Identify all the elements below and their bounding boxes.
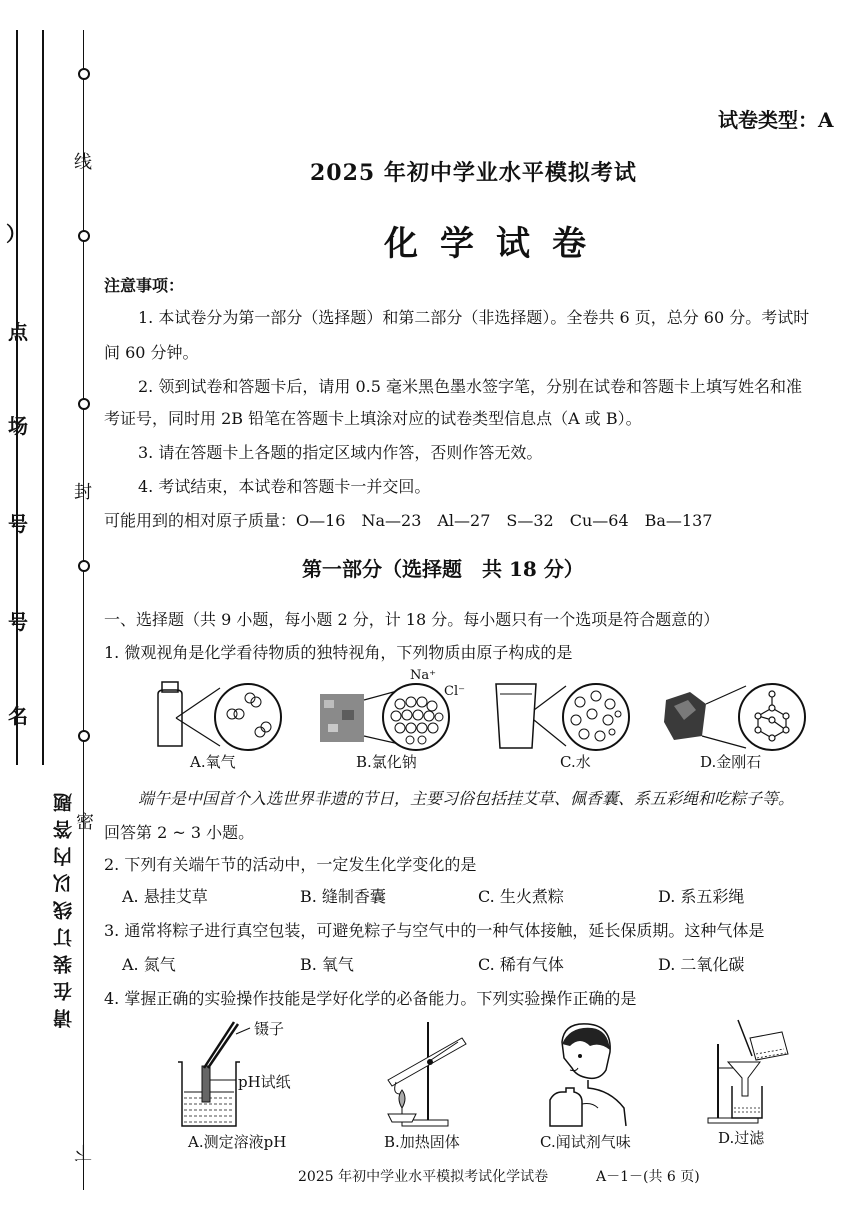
notice-item: 间 60 分钟。 (104, 343, 199, 362)
seal-char-line: 线 (74, 152, 92, 173)
notice-heading: 注意事项： (104, 276, 185, 295)
seal-circle (78, 730, 90, 742)
sodium-chloride-figure (318, 680, 458, 752)
atomic-masses: 可能用到的相对原子质量：O—16 Na—23 Al—27 S—32 Cu—64 Ba—137 (104, 511, 713, 530)
q3-option-d: D. 二氧化碳 (658, 955, 745, 974)
passage-line: 端午是中国首个入选世界非遗的节日，主要习俗包括挂艾草、佩香囊、系五彩绳和吃粽子等。 (138, 789, 795, 808)
notice-item: 4. 考试结束，本试卷和答题卡一并交回。 (138, 477, 431, 496)
ion-na-label: Na⁺ (410, 668, 436, 683)
q4-option-c: C.闻试剂气味 (540, 1133, 631, 1151)
q1-option-c: C.水 (560, 753, 591, 771)
down-label: 下 (74, 1141, 92, 1162)
ion-cl-label: Cl⁻ (444, 684, 465, 699)
notice-item: 1. 本试卷分为第一部分（选择题）和第二部分（非选择题）。全卷共 6 页，总分 60 分。考试时 (138, 308, 810, 327)
q3-stem: 3. 通常将粽子进行真空包装，可避免粽子与空气中的一种气体接触，延长保质期。这种气体是 (104, 921, 765, 940)
q2-stem: 2. 下列有关端午节的活动中，一定发生化学变化的是 (104, 855, 477, 874)
q2-option-a: A. 悬挂艾草 (122, 887, 208, 906)
q4-option-a: A.测定溶液pH (188, 1133, 287, 1151)
notice-item: 3. 请在答题卡上各题的指定区域内作答，否则作答无效。 (138, 443, 543, 462)
seal-circle (78, 560, 90, 572)
seal-circle (78, 68, 90, 80)
seal-circle (78, 398, 90, 410)
oxygen-figure (152, 680, 292, 752)
field-label: 场 (8, 414, 28, 438)
field-label: 名 (8, 704, 28, 728)
paper-type: 试卷类型：A (718, 108, 834, 132)
q2-option-c: C. 生火煮粽 (478, 887, 564, 906)
q4-option-d: D.过滤 (718, 1129, 765, 1147)
heating-solid-figure (372, 1018, 472, 1130)
smelling-figure (540, 1018, 640, 1130)
q1-option-b: B.氯化钠 (356, 753, 417, 771)
q1-stem: 1. 微观视角是化学看待物质的独特视角，下列物质由原子构成的是 (104, 643, 573, 662)
field-label: ） (6, 222, 26, 246)
exam-title: 2025 年初中学业水平模拟考试 (310, 160, 637, 186)
q3-option-b: B. 氧气 (300, 955, 354, 974)
subject-title: 化学试卷 (384, 224, 608, 264)
field-label: 号 (8, 512, 28, 536)
binding-warning: 请在装订线以内答题 (53, 785, 75, 1028)
filtration-figure (704, 1016, 794, 1128)
seal-circle (78, 230, 90, 242)
passage-line: 回答第 2 ~ 3 小题。 (104, 823, 255, 842)
seal-char-secret: 密 (76, 812, 94, 833)
q2-option-b: B. 缝制香囊 (300, 887, 386, 906)
binding-line-inner (42, 30, 44, 765)
diamond-figure (660, 680, 810, 752)
notice-item: 2. 领到试卷和答题卡后，请用 0.5 毫米黑色墨水签字笔，分别在试卷和答题卡上填写姓名和准 (138, 377, 802, 396)
q3-option-c: C. 稀有气体 (478, 955, 564, 974)
ph-paper-label: pH试纸 (238, 1073, 291, 1091)
footer-title: 2025 年初中学业水平模拟考试化学试卷 (298, 1169, 549, 1185)
q4-option-b: B.加热固体 (384, 1133, 460, 1151)
q1-option-d: D.金刚石 (700, 753, 762, 771)
binding-line-outer (16, 30, 18, 765)
field-label: 点 (8, 320, 28, 344)
part1-title: 第一部分（选择题 共 18 分） (302, 557, 584, 581)
seal-char-seal: 封 (74, 482, 92, 503)
water-figure (492, 680, 642, 752)
tweezers-label: 镊子 (254, 1020, 285, 1038)
page-number: A－1－(共 6 页) (596, 1169, 700, 1185)
q1-option-a: A.氧气 (190, 753, 236, 771)
notice-item: 考证号，同时用 2B 铅笔在答题卡上填涂对应的试卷类型信息点（A 或 B）。 (104, 409, 642, 428)
part1-instruction: 一、选择题（共 9 小题，每小题 2 分，计 18 分。每小题只有一个选项是符合题意的） (104, 610, 720, 629)
q2-option-d: D. 系五彩绳 (658, 887, 745, 906)
q3-option-a: A. 氮气 (122, 955, 176, 974)
q4-stem: 4. 掌握正确的实验操作技能是学好化学的必备能力。下列实验操作正确的是 (104, 989, 637, 1008)
field-label: 号 (8, 610, 28, 634)
seal-line (83, 30, 84, 1190)
